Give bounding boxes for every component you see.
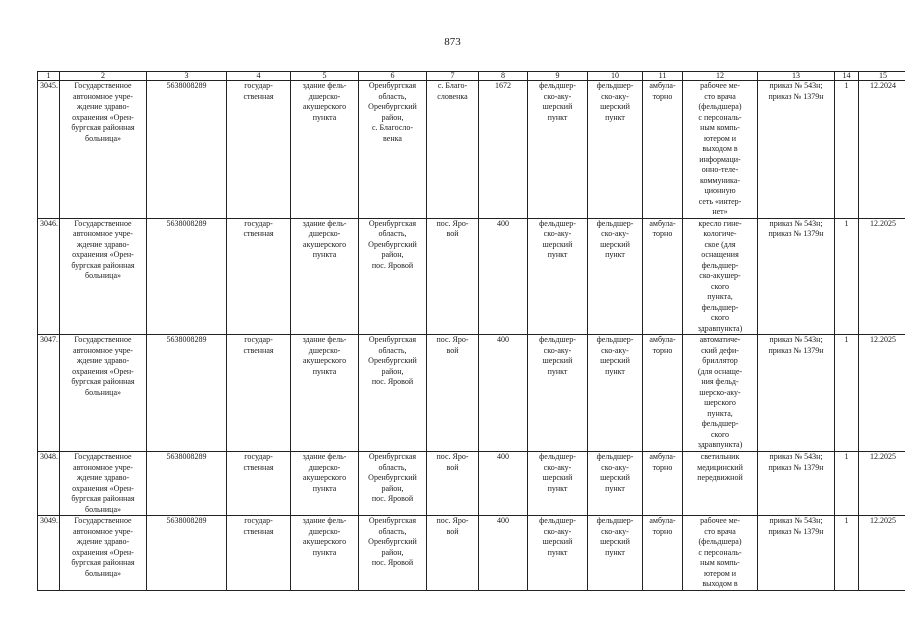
inn-cell: 5638008289	[147, 452, 227, 516]
date-cell: 12.2025	[859, 516, 905, 591]
column-number-header: 1	[38, 72, 60, 81]
date-cell: 12.2024	[859, 81, 905, 219]
care-form-cell: амбула- торно	[643, 218, 683, 335]
column-number-header: 9	[528, 72, 588, 81]
building-cell: здание фель- дшерско- акушерского пункта	[291, 81, 359, 219]
column-number-header: 14	[835, 72, 859, 81]
inn-cell: 5638008289	[147, 81, 227, 219]
quantity-cell: 1	[835, 516, 859, 591]
table-row	[38, 81, 905, 219]
subunit-type-cell: фельдшер- ско-аку- шерский пункт	[588, 81, 643, 219]
population-cell: 400	[479, 516, 528, 591]
order-cell: приказ № 543н; приказ № 1379н	[758, 218, 835, 335]
care-form-cell: амбула- торно	[643, 452, 683, 516]
ownership-cell: государ- ственная	[227, 516, 291, 591]
date-cell: 12.2025	[859, 218, 905, 335]
column-number-header: 2	[60, 72, 147, 81]
quantity-cell: 1	[835, 335, 859, 452]
organization-cell: Государственное автономное учре- ждение здраво- охранения «Орен- бургская районная больница»	[60, 81, 147, 219]
row-number-cell: 3046.	[38, 218, 60, 335]
locality-cell: пос. Яро- вой	[427, 335, 479, 452]
care-form-cell: амбула- торно	[643, 81, 683, 219]
care-form-cell: амбула- торно	[643, 335, 683, 452]
subunit-type-cell: фельдшер- ско-аку- шерский пункт	[588, 516, 643, 591]
column-number-header: 11	[643, 72, 683, 81]
order-cell: приказ № 543н; приказ № 1379н	[758, 516, 835, 591]
table-header-row	[38, 72, 905, 81]
locality-cell: пос. Яро- вой	[427, 516, 479, 591]
equipment-cell: кресло гине- кологиче- ское (для оснащения фельдшер- ско-акушер- ского пункта, фельдшер- ского здравпункта)	[683, 218, 758, 335]
quantity-cell: 1	[835, 452, 859, 516]
unit-type-cell: фельдшер- ско-аку- шерский пункт	[528, 452, 588, 516]
date-cell: 12.2025	[859, 335, 905, 452]
building-cell: здание фель- дшерско- акушерского пункта	[291, 335, 359, 452]
row-number-cell: 3049.	[38, 516, 60, 591]
quantity-cell: 1	[835, 81, 859, 219]
registry-table	[37, 71, 905, 591]
ownership-cell: государ- ственная	[227, 452, 291, 516]
unit-type-cell: фельдшер- ско-аку- шерский пункт	[528, 81, 588, 219]
ownership-cell: государ- ственная	[227, 335, 291, 452]
population-cell: 400	[479, 218, 528, 335]
organization-cell: Государственное автономное учре- ждение здраво- охранения «Орен- бургская районная больница»	[60, 218, 147, 335]
locality-cell: пос. Яро- вой	[427, 452, 479, 516]
building-cell: здание фель- дшерско- акушерского пункта	[291, 218, 359, 335]
column-number-header: 7	[427, 72, 479, 81]
inn-cell: 5638008289	[147, 335, 227, 452]
equipment-cell: светильник медицинский передвижной	[683, 452, 758, 516]
table-row	[38, 516, 905, 591]
unit-type-cell: фельдшер- ско-аку- шерский пункт	[528, 218, 588, 335]
care-form-cell: амбула- торно	[643, 516, 683, 591]
table-row	[38, 218, 905, 335]
population-cell: 400	[479, 452, 528, 516]
organization-cell: Государственное автономное учре- ждение здраво- охранения «Орен- бургская районная больница»	[60, 335, 147, 452]
population-cell: 400	[479, 335, 528, 452]
registry-table-body	[38, 72, 905, 591]
address-cell: Оренбургская область, Оренбургский район, пос. Яровой	[359, 335, 427, 452]
column-number-header: 12	[683, 72, 758, 81]
equipment-cell: рабочее ме- сто врача (фельдшера) с персональ- ным компь- ютером и выходом в	[683, 516, 758, 591]
equipment-cell: рабочее ме- сто врача (фельдшера) с персональ- ным компь- ютером и выходом в информаци- онно-теле- коммуника- ционную сеть «интер- нет»	[683, 81, 758, 219]
address-cell: Оренбургская область, Оренбургский район, пос. Яровой	[359, 218, 427, 335]
quantity-cell: 1	[835, 218, 859, 335]
locality-cell: пос. Яро- вой	[427, 218, 479, 335]
address-cell: Оренбургская область, Оренбургский район, пос. Яровой	[359, 516, 427, 591]
column-number-header: 8	[479, 72, 528, 81]
table-row	[38, 452, 905, 516]
column-number-header: 4	[227, 72, 291, 81]
column-number-header: 15	[859, 72, 905, 81]
table-row	[38, 335, 905, 452]
equipment-cell: автоматиче- ский дефи- бриллятор (для оснаще- ния фельд- шерско-аку- шерского пункта, фельдшер- ского здравпункта)	[683, 335, 758, 452]
row-number-cell: 3047.	[38, 335, 60, 452]
address-cell: Оренбургская область, Оренбургский район, с. Благосло- венка	[359, 81, 427, 219]
date-cell: 12.2025	[859, 452, 905, 516]
building-cell: здание фель- дшерско- акушерского пункта	[291, 452, 359, 516]
subunit-type-cell: фельдшер- ско-аку- шерский пункт	[588, 452, 643, 516]
inn-cell: 5638008289	[147, 516, 227, 591]
row-number-cell: 3048.	[38, 452, 60, 516]
column-number-header: 10	[588, 72, 643, 81]
order-cell: приказ № 543н; приказ № 1379н	[758, 81, 835, 219]
column-number-header: 5	[291, 72, 359, 81]
unit-type-cell: фельдшер- ско-аку- шерский пункт	[528, 335, 588, 452]
locality-cell: с. Благо- словенка	[427, 81, 479, 219]
population-cell: 1672	[479, 81, 528, 219]
inn-cell: 5638008289	[147, 218, 227, 335]
ownership-cell: государ- ственная	[227, 81, 291, 219]
column-number-header: 13	[758, 72, 835, 81]
column-number-header: 6	[359, 72, 427, 81]
order-cell: приказ № 543н; приказ № 1379н	[758, 335, 835, 452]
organization-cell: Государственное автономное учре- ждение здраво- охранения «Орен- бургская районная больница»	[60, 452, 147, 516]
subunit-type-cell: фельдшер- ско-аку- шерский пункт	[588, 218, 643, 335]
order-cell: приказ № 543н; приказ № 1379н	[758, 452, 835, 516]
column-number-header: 3	[147, 72, 227, 81]
unit-type-cell: фельдшер- ско-аку- шерский пункт	[528, 516, 588, 591]
ownership-cell: государ- ственная	[227, 218, 291, 335]
building-cell: здание фель- дшерско- акушерского пункта	[291, 516, 359, 591]
page-number: 873	[444, 36, 461, 48]
row-number-cell: 3045.	[38, 81, 60, 219]
address-cell: Оренбургская область, Оренбургский район, пос. Яровой	[359, 452, 427, 516]
organization-cell: Государственное автономное учре- ждение здраво- охранения «Орен- бургская районная больница»	[60, 516, 147, 591]
subunit-type-cell: фельдшер- ско-аку- шерский пункт	[588, 335, 643, 452]
